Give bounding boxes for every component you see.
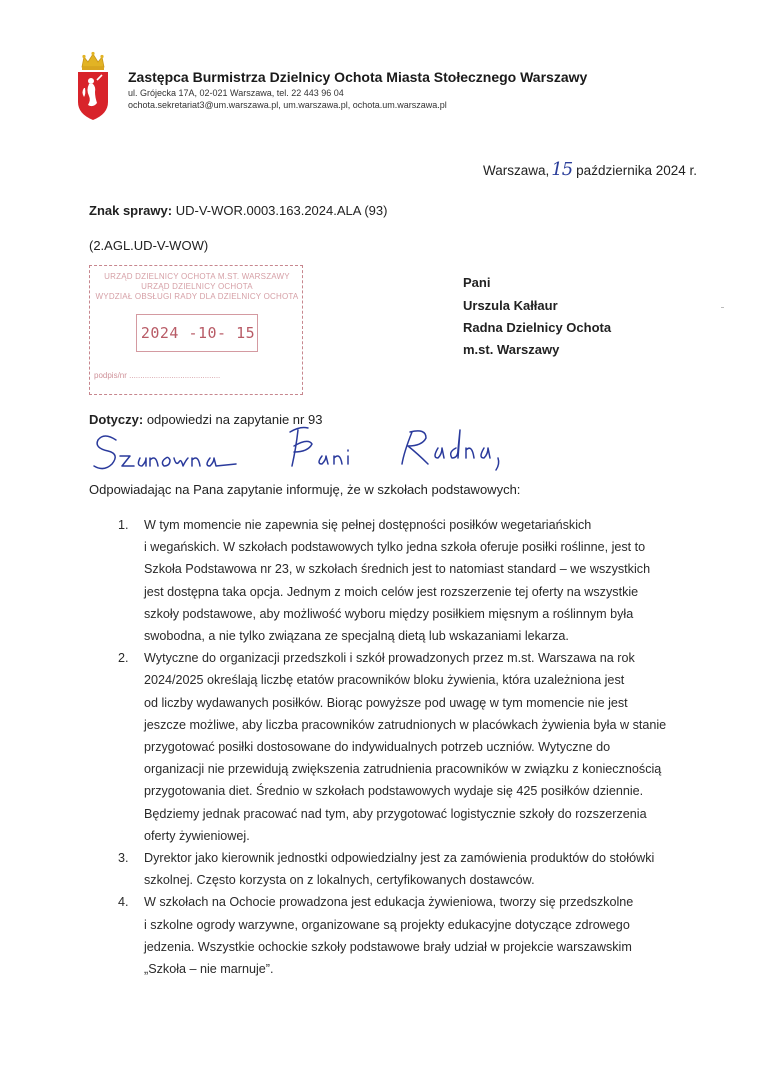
margin-mark [721,307,724,308]
office-title: Zastępca Burmistrza Dzielnicy Ochota Miasta Stołecznego Warszawy [128,69,588,85]
receipt-stamp [89,265,303,395]
list-item-line: przygotować posiłki dostosowane do indywidualnych potrzeb uczniów. Wytyczne do [144,740,611,755]
recipient-role: Radna Dzielnicy Ochota [463,320,612,335]
list-item [118,891,718,980]
list-item-line: organizacji nie przewidują zwiększenia zatrudnienia pracowników w związku z koniecznością [144,762,662,777]
handwritten-salutation [86,418,506,484]
case-label: Znak sprawy: [89,203,173,218]
list-item-line: jest dostępna taka opcja. Jednym z moich celów jest rozszerzenie tej oferty na wszystkie [144,584,639,599]
subject-value: odpowiedzi na zapytanie nr 93 [146,412,323,427]
list-item-line: szkolnej. Często korzysta on z lokalnych, certyfikowanych dostawców. [144,873,535,888]
list-item-line: oferty żywieniowej. [144,828,250,843]
list-item-line: przygotowania diet. Średnio w szkołach podstawowych wydaje się 425 posiłków dziennie. [144,784,644,799]
case-value: UD-V-WOR.0003.163.2024.ALA (93) [175,203,388,218]
list-item-number: 1. [118,518,129,532]
list-item-line: szkoły podstawowe, aby możliwość wyboru między posiłkiem mięsnym a roślinnym była [144,606,634,621]
list-item-line: W tym momencie nie zapewnia się pełnej dostępności posiłków wegetariańskich [144,518,592,532]
stamp-date-box [136,314,258,352]
list-item-line: W szkołach na Ochocie prowadzona jest edukacja żywieniowa, tworzy się przedszkolne [144,895,634,910]
list-item [118,847,718,891]
list-item-line: jedzenia. Wszystkie ochockie szkoły podstawowe brały udział w projekcie warszawskim [144,939,632,954]
stamp-signature-line: podpis/nr ......................................... [94,371,221,380]
list-item-line: i wegańskich. W szkołach podstawowych tylko jedna szkoła oferuje posiłki roślinne, jest to [144,540,646,555]
warsaw-coat-of-arms-icon [76,50,110,122]
stamp-date: 2024 -10- 15 [140,324,256,342]
list-item-line: Wytyczne do organizacji przedszkoli i szkół prowadzonych przez m.st. Warszawa na rok [144,651,635,666]
list-item-line: Będziemy jednak pracować nad tym, aby przygotować logistycznie szkoły do rozszerzenia [144,806,647,821]
recipient-salutation: Pani [463,275,491,290]
letter-date [483,159,697,180]
case-reference: (2.AGL.UD-V-WOW) [89,238,209,253]
list-item-line: Dyrektor jako kierownik jednostki odpowiedzialny jest za zamówienia produktów do stołówki [144,851,655,866]
date-suffix: października 2024 r. [576,163,697,178]
list-item [118,647,718,847]
subject-label: Dotyczy: [89,412,144,427]
list-item-line: 2024/2025 określają liczbę etatów pracowników bloku żywienia, która uzależniona jest [144,673,625,688]
list-item [118,514,718,647]
office-contacts: ochota.sekretariat3@um.warszawa.pl, um.warszawa.pl, ochota.um.warszawa.pl [128,100,447,110]
date-day-handwritten: 15 [551,159,573,180]
date-prefix: Warszawa, [483,163,550,178]
stamp-line-2: URZĄD DZIELNICY OCHOTA [141,282,253,291]
intro-paragraph: Odpowiadając na Pana zapytanie informuję, że w szkołach podstawowych: [89,482,521,497]
list-item-number: 4. [118,895,129,910]
office-address: ul. Grójecka 17A, 02-021 Warszawa, tel. 22 443 96 04 [128,88,344,98]
stamp-line-3: WYDZIAŁ OBSŁUGI RADY DLA DZIELNICY OCHOTA [95,292,299,301]
recipient-city: m.st. Warszawy [463,342,560,357]
answer-list [118,514,718,980]
case-number [89,203,387,218]
recipient-name: Urszula Kałłaur [463,298,558,313]
stamp-line-1: URZĄD DZIELNICY OCHOTA M.ST. WARSZAWY [104,272,290,281]
list-item-number: 2. [118,651,129,666]
list-item-line: swobodna, a nie tylko związana ze specjalną dietą lub wskazaniami lekarza. [144,629,569,644]
list-item-number: 3. [118,851,129,866]
list-item-line: i szkolne ogrody warzywne, organizowane są projekty edukacyjne dotyczące zdrowego [144,917,630,932]
list-item-line: jeszcze możliwe, aby liczba pracowników zatrudnionych w placówkach żywienia była w stanie [144,717,667,732]
list-item-line: od liczby wydawanych posiłków. Biorąc powyższe pod uwagę w tym momencie nie jest [144,695,628,710]
list-item-line: Szkoła Podstawowa nr 23, w szkołach średnich jest to natomiast standard – we wszystkich [144,562,651,577]
list-item-line: „Szkoła – nie marnuje”. [144,962,274,977]
